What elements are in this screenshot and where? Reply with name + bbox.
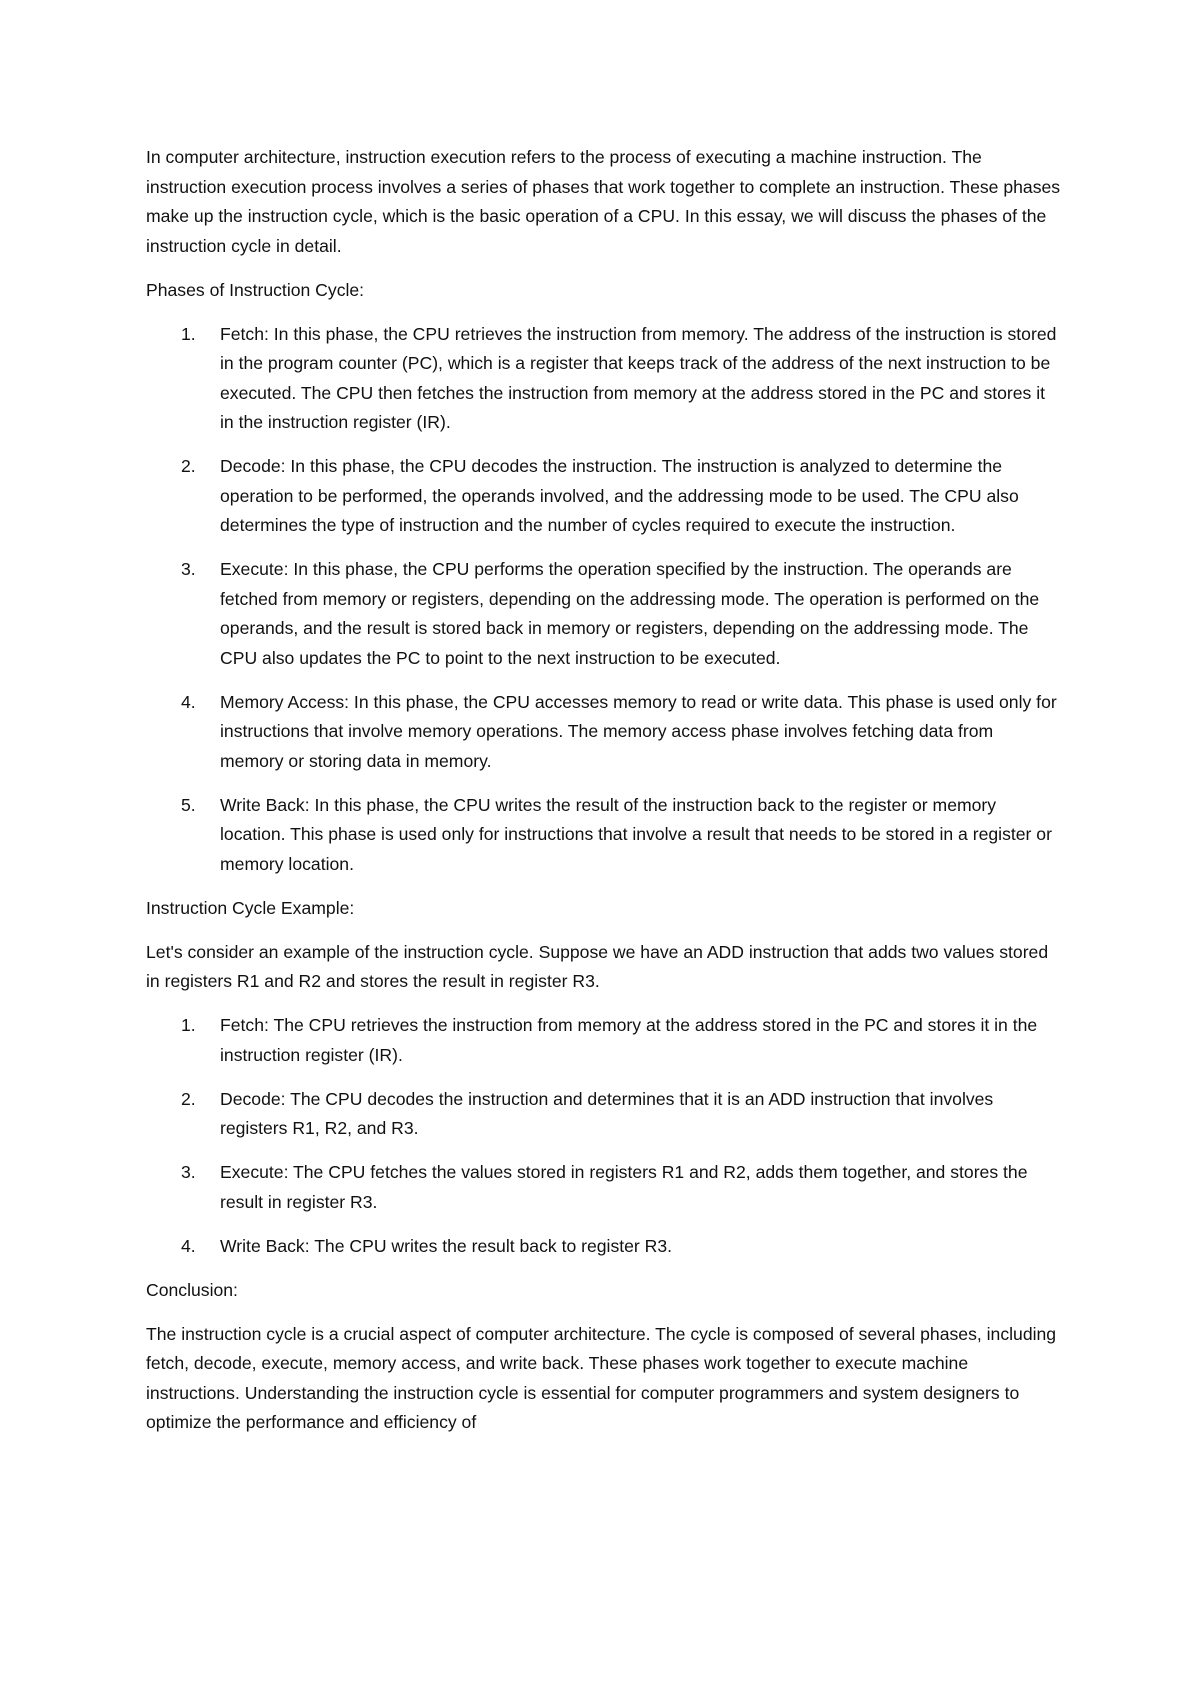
list-item (146, 452, 1061, 541)
phases-list (146, 320, 1061, 880)
list-text: Decode: In this phase, the CPU decodes the instruction. The instruction is analyzed to determine the operation to be performed, the operands involved, and the addressing mode to be used. The CPU also determines the type of instruction and the number of cycles required to execute the instruction. (220, 456, 1019, 535)
list-text: Fetch: In this phase, the CPU retrieves the instruction from memory. The address of the instruction is stored in the program counter (PC), which is a register that keeps track of the address of the next instruction to be executed. The CPU then fetches the instruction from memory at the address stored in the PC and stores it in the instruction register (IR). (220, 323, 1057, 432)
list-item (146, 555, 1061, 673)
list-item (146, 320, 1061, 438)
list-number: 1. (181, 323, 196, 344)
list-item (146, 1085, 1061, 1144)
list-item (146, 1232, 1061, 1262)
example-heading: Instruction Cycle Example: (146, 897, 355, 918)
list-number: 4. (181, 691, 196, 712)
phases-heading: Phases of Instruction Cycle: (146, 279, 365, 300)
list-number: 2. (181, 1088, 196, 1109)
intro-paragraph: In computer architecture, instruction execution refers to the process of executing a machine instruction. The instruction execution process involves a series of phases that work together to complete an instruction. These phases make up the instruction cycle, which is the basic operation of a CPU. In this essay, we will discuss the phases of the instruction cycle in detail. (146, 147, 1061, 256)
list-item (146, 688, 1061, 777)
list-item (146, 1011, 1061, 1070)
list-text: Fetch: The CPU retrieves the instruction from memory at the address stored in the PC and stores it in the instruction register (IR). (220, 1015, 1038, 1065)
list-item (146, 1158, 1061, 1217)
list-number: 3. (181, 1162, 196, 1182)
list-number: 4. (181, 1235, 196, 1256)
list-text: Memory Access: In this phase, the CPU accesses memory to read or write data. This phase is used only for instructions that involve memory operations. The memory access phase involves fetching data from memory or storing data in memory. (220, 691, 1057, 771)
list-number: 3. (181, 559, 196, 579)
conclusion-heading: Conclusion: (146, 1279, 238, 1300)
document-page (146, 143, 1061, 1452)
list-text: Write Back: In this phase, the CPU writes the result of the instruction back to the register or memory location. This phase is used only for instructions that involve a result that needs to be stored in a register or memory location. (220, 794, 1052, 874)
example-intro-paragraph: Let's consider an example of the instruction cycle. Suppose we have an ADD instruction that adds two values stored in registers R1 and R2 and stores the result in register R3. (146, 941, 1049, 991)
example-steps-list (146, 1011, 1061, 1261)
list-number: 2. (181, 456, 196, 476)
list-number: 5. (181, 794, 196, 815)
list-text: Decode: The CPU decodes the instruction and determines that it is an ADD instruction that involves registers R1, R2, and R3. (220, 1088, 994, 1138)
list-text: Execute: The CPU fetches the values stored in registers R1 and R2, adds them together, and stores the result in register R3. (220, 1162, 1028, 1212)
list-number: 1. (181, 1015, 196, 1035)
list-item (146, 791, 1061, 880)
list-text: Execute: In this phase, the CPU performs the operation specified by the instruction. The operands are fetched from memory or registers, depending on the addressing mode. The operation is performed on the operands, and the result is stored back in memory or registers, depending on the addressing mode. The CPU also updates the PC to point to the next instruction to be executed. (220, 559, 1040, 668)
conclusion-paragraph: The instruction cycle is a crucial aspect of computer architecture. The cycle is composed of several phases, including fetch, decode, execute, memory access, and write back. These phases work together to execute machine instructions. Understanding the instruction cycle is essential for computer programmers and system designers to optimize the performance and efficiency of (146, 1323, 1057, 1432)
list-text: Write Back: The CPU writes the result back to register R3. (220, 1235, 673, 1256)
